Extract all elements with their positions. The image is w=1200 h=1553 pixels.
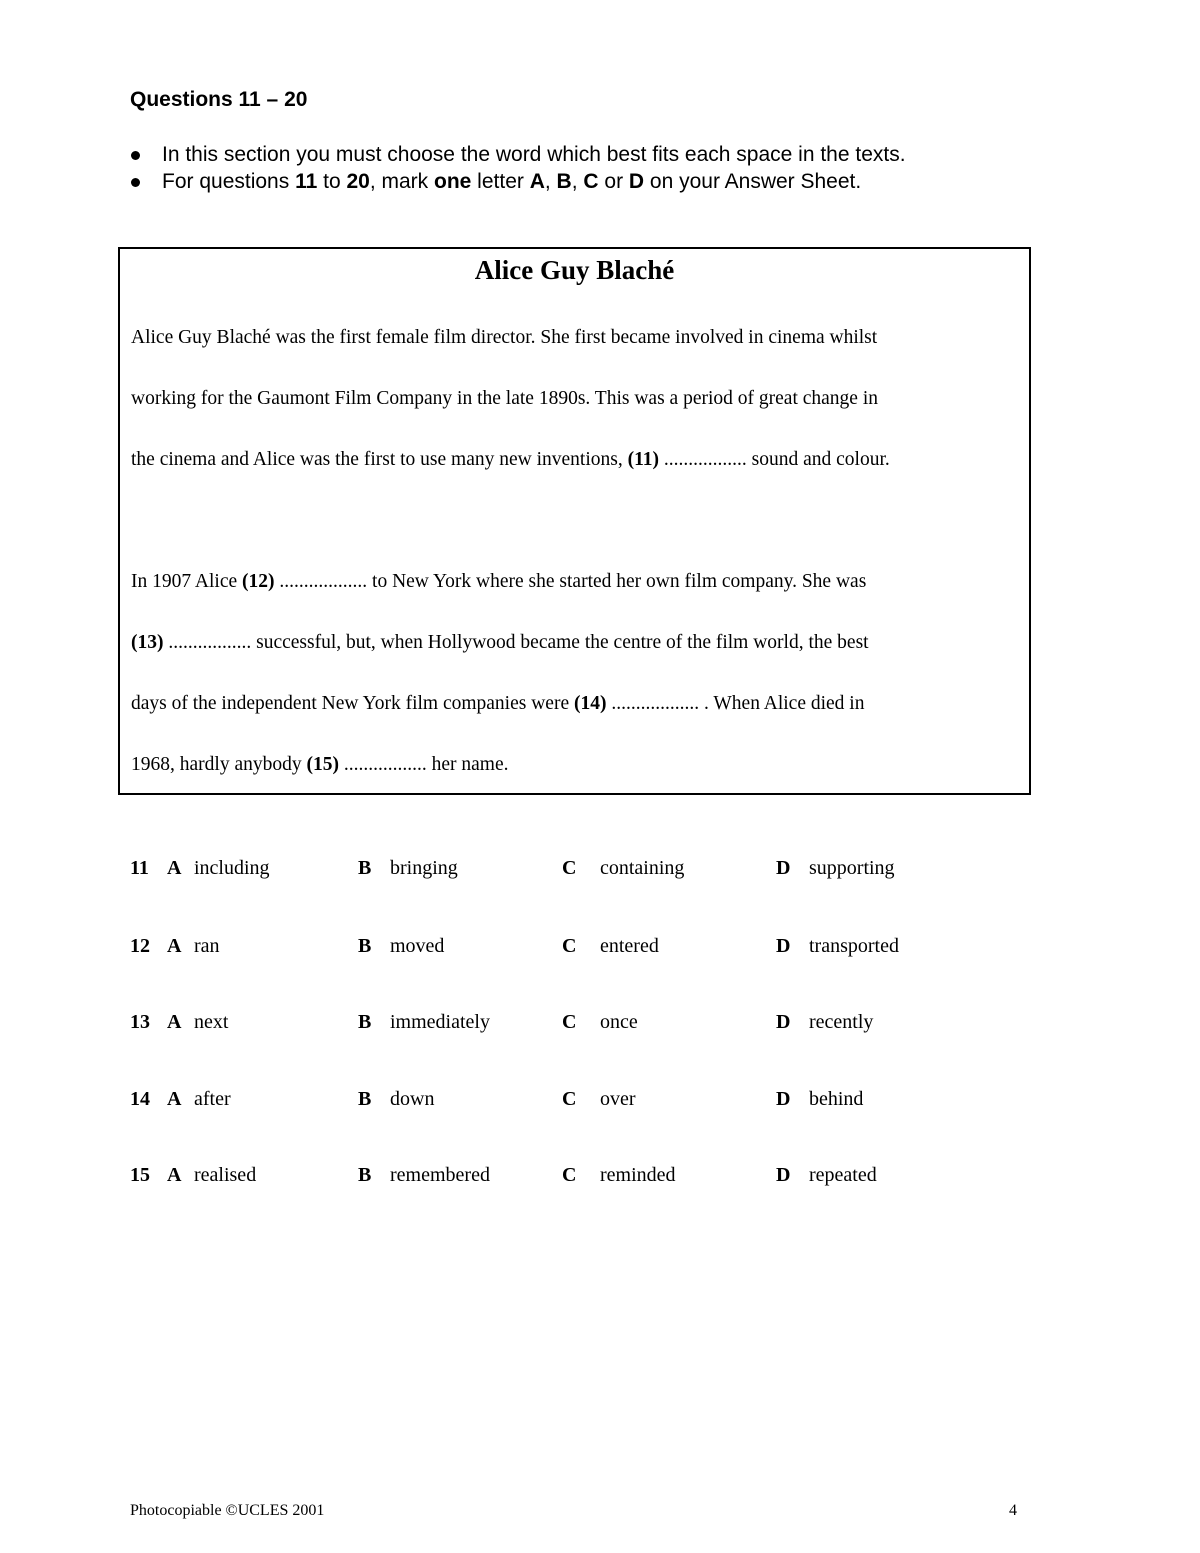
option-c[interactable]: reminded: [600, 1164, 676, 1186]
option-letter: B: [358, 1164, 372, 1186]
question-options-row: [0, 1011, 1200, 1041]
option-letter: D: [776, 1164, 791, 1186]
passage-text: ................. successful, but, when Hollywood became the centre of the film world, the best: [163, 632, 869, 653]
instruction-text: ,: [544, 170, 557, 193]
instruction-item: [130, 141, 906, 168]
option-letter: D: [776, 857, 791, 879]
instruction-text: on your Answer Sheet.: [644, 170, 862, 193]
option-a[interactable]: next: [194, 1011, 229, 1033]
passage-text: the cinema and Alice was the first to use many new inventions,: [131, 449, 628, 470]
instruction-bold: A: [529, 170, 545, 193]
passage-text: In 1907 Alice: [131, 571, 243, 592]
question-number: 11: [130, 857, 149, 879]
question-number: 13: [130, 1011, 150, 1033]
option-c[interactable]: entered: [600, 935, 659, 957]
question-number: 14: [130, 1088, 150, 1110]
option-a[interactable]: after: [194, 1088, 231, 1110]
option-a[interactable]: including: [194, 857, 270, 879]
option-letter: A: [167, 1088, 182, 1110]
option-d[interactable]: transported: [809, 935, 899, 957]
gap-number: (15): [306, 754, 339, 775]
passage-text: ................. her name.: [338, 754, 509, 775]
section-title: Questions 11 – 20: [130, 88, 308, 111]
instruction-text: In this section you must choose the word which best fits each space in the texts.: [162, 143, 906, 166]
gap-number: (14): [573, 693, 607, 714]
option-b[interactable]: remembered: [390, 1164, 490, 1186]
option-c[interactable]: over: [600, 1088, 636, 1110]
option-letter: C: [562, 1164, 577, 1186]
gap-number: (11): [627, 449, 660, 470]
instruction-text: For questions: [162, 170, 296, 193]
passage-text: .................. to New York where she started her own film company. She was: [274, 571, 867, 592]
instruction-bold: 11: [295, 170, 318, 193]
option-d[interactable]: repeated: [809, 1164, 877, 1186]
option-b[interactable]: moved: [390, 935, 445, 957]
passage-line: [131, 632, 869, 654]
question-number: 12: [130, 935, 150, 957]
passage-text: .................. . When Alice died in: [606, 693, 865, 714]
instruction-text: to: [317, 170, 347, 193]
option-letter: C: [562, 935, 577, 957]
option-letter: B: [358, 1088, 372, 1110]
gap-number: (12): [242, 571, 275, 592]
option-d[interactable]: supporting: [809, 857, 895, 879]
option-c[interactable]: containing: [600, 857, 685, 879]
option-letter: A: [167, 935, 182, 957]
option-letter: B: [358, 1011, 372, 1033]
option-letter: D: [776, 1011, 791, 1033]
passage-line: [131, 388, 878, 410]
question-options-row: [0, 857, 1200, 887]
passage-box: [118, 247, 1031, 795]
option-letter: A: [167, 857, 182, 879]
option-letter: A: [167, 1011, 182, 1033]
question-options-row: [0, 935, 1200, 965]
passage-text: 1968, hardly anybody: [131, 754, 307, 775]
instruction-bold: B: [556, 170, 572, 193]
instruction-text: , mark: [369, 170, 434, 193]
option-letter: B: [358, 857, 372, 879]
instruction-bold: 20: [346, 170, 370, 193]
option-letter: C: [562, 1088, 577, 1110]
option-letter: C: [562, 1011, 577, 1033]
instruction-bold: D: [628, 170, 645, 193]
question-options-row: [0, 1164, 1200, 1194]
page-number: 4: [1009, 1502, 1017, 1519]
instruction-bold: C: [583, 170, 599, 193]
instruction-text: or: [598, 170, 629, 193]
option-d[interactable]: behind: [809, 1088, 864, 1110]
passage-line: [131, 754, 509, 776]
passage-text: Alice Guy Blaché was the first female film director. She first became involved in cinema whilst: [131, 327, 878, 348]
bullet-icon: [131, 178, 140, 187]
option-b[interactable]: bringing: [390, 857, 458, 879]
passage-line: [131, 571, 866, 593]
option-d[interactable]: recently: [809, 1011, 874, 1033]
option-letter: C: [562, 857, 577, 879]
instruction-text: ,: [571, 170, 584, 193]
option-b[interactable]: down: [390, 1088, 435, 1110]
option-letter: B: [358, 935, 372, 957]
option-letter: D: [776, 935, 791, 957]
instruction-bold: one: [434, 170, 472, 193]
gap-number: (13): [131, 632, 164, 653]
option-c[interactable]: once: [600, 1011, 638, 1033]
instruction-item: [130, 168, 906, 195]
passage-text: ................. sound and colour.: [659, 449, 890, 470]
option-letter: D: [776, 1088, 791, 1110]
option-b[interactable]: immediately: [390, 1011, 490, 1033]
question-options-row: [0, 1088, 1200, 1118]
instruction-text: letter: [471, 170, 530, 193]
passage-title: Alice Guy Blaché: [474, 255, 675, 285]
bullet-icon: [131, 151, 140, 160]
option-a[interactable]: realised: [194, 1164, 257, 1186]
footer-copyright: Photocopiable ©UCLES 2001: [130, 1502, 325, 1519]
passage-line: [131, 693, 864, 715]
passage-text: days of the independent New York film companies were: [131, 693, 574, 714]
passage-text: working for the Gaumont Film Company in the late 1890s. This was a period of great change in: [131, 388, 878, 409]
question-number: 15: [130, 1164, 150, 1186]
passage-line: [131, 449, 890, 471]
option-a[interactable]: ran: [194, 935, 220, 957]
passage-line: [131, 327, 877, 349]
instructions-list: [130, 141, 906, 195]
option-letter: A: [167, 1164, 182, 1186]
